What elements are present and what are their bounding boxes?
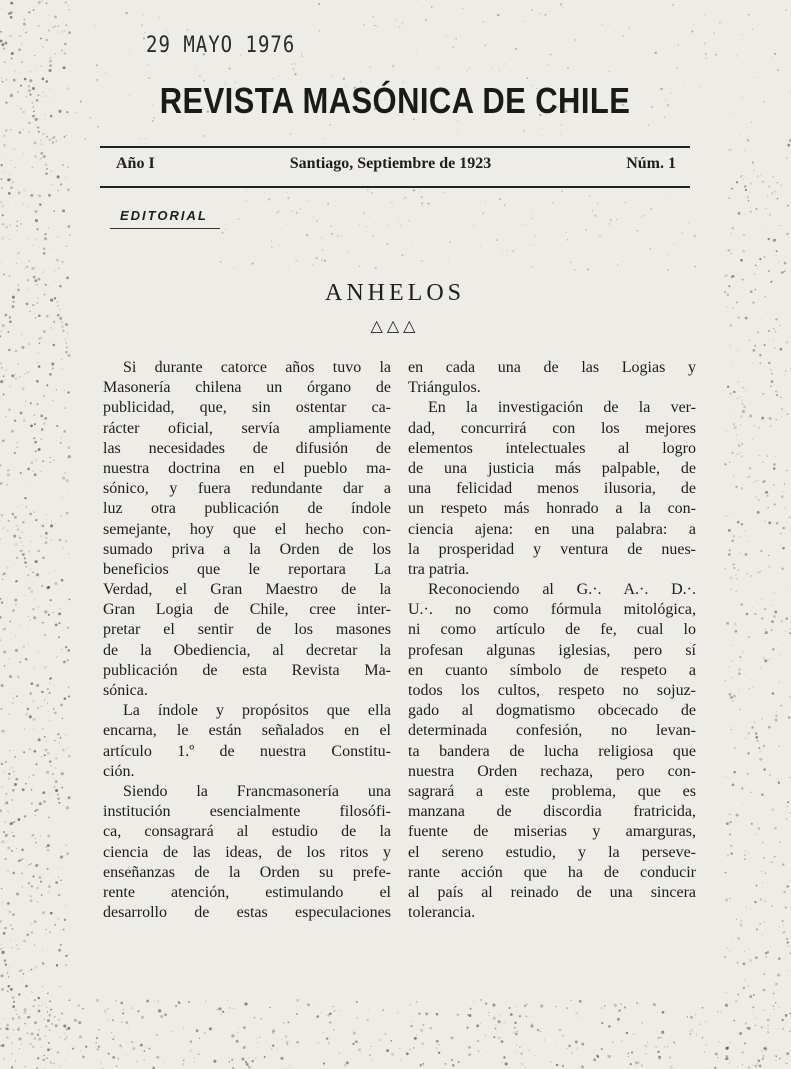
issue-number: Núm. 1 <box>626 155 676 172</box>
article-column-left <box>103 358 391 923</box>
text-line: gado al dogmatismo obcecado de <box>408 702 696 720</box>
text-line: Reconociendo al G.·. A.·. D.·. <box>428 581 696 599</box>
text-line: tolerancia. <box>408 904 476 922</box>
text-line: un respeto más honrado a la con- <box>408 500 696 518</box>
text-line: ciencia ajena: en una palabra: a <box>408 520 696 538</box>
text-line: una felicidad menos ilusoria, de <box>408 480 696 498</box>
text-line: profesan algunas iglesias, pero sí <box>408 641 696 659</box>
text-line: elementos intelectuales al logro <box>408 439 696 457</box>
text-line: rante acción que ha de conducir <box>408 863 696 881</box>
text-line: En la investigación de la ver- <box>428 399 696 417</box>
text-line: publicidad, que, sin ostentar ca- <box>103 399 391 417</box>
text-line: rácter oficial, servía ampliamente <box>103 419 391 437</box>
text-line: nuestra Orden rechaza, pero con- <box>408 762 696 780</box>
text-line: pretar el sentir de los masones <box>103 621 391 639</box>
text-line: Triángulos. <box>408 379 481 397</box>
text-line: sónico, y fuera redundante dar a <box>103 480 391 498</box>
text-line: tra patria. <box>408 560 470 578</box>
text-line: fuente de miserias y amarguras, <box>408 823 696 841</box>
text-line: sumado priva a la Orden de los <box>103 540 391 558</box>
article-column-right <box>408 358 696 923</box>
text-line: determinada confesión, no levan- <box>408 722 696 740</box>
text-line: sónica. <box>103 682 148 699</box>
text-line: el sereno estudio, y la perseve- <box>408 843 696 861</box>
text-line: la prosperidad y ventura de nues- <box>408 540 696 558</box>
masthead-top-rule <box>100 146 690 148</box>
text-line: todos los cultos, respeto no sojuz- <box>408 682 696 699</box>
text-line: Siendo la Francmasonería una <box>123 782 391 800</box>
text-line: en cuanto símbolo de respeto a <box>408 661 696 679</box>
text-line: ción. <box>103 762 135 780</box>
text-line: U.·. no como fórmula mitológica, <box>408 601 696 619</box>
section-underline <box>110 228 220 229</box>
text-line: manzana de discordia fratricida, <box>408 803 696 821</box>
text-line: sagrará a este problema, que es <box>408 782 696 800</box>
date-stamp: 29 MAYO 1976 <box>146 32 296 58</box>
text-line: artículo 1.º de nuestra Constitu- <box>103 742 391 760</box>
text-line: Verdad, el Gran Maestro de la <box>103 581 391 599</box>
text-line: dad, concurrirá con los mejores <box>408 419 696 437</box>
masthead-bottom-rule <box>100 186 690 188</box>
text-line: ta bandera de lucha religiosa que <box>408 742 696 760</box>
text-line: de la Obediencia, al decretar la <box>103 641 391 659</box>
text-line: luz otra publicación de índole <box>103 500 391 518</box>
text-line: ca, consagrará al estudio de la <box>103 823 391 841</box>
text-line: desarrollo de estas especulaciones <box>103 904 391 922</box>
issue-year: Año I <box>116 155 155 172</box>
text-line: Gran Logia de Chile, cree inter- <box>103 601 391 619</box>
text-line: La índole y propósitos que ella <box>123 702 391 720</box>
text-line: las necesidades de difusión de <box>103 439 391 457</box>
text-line: nuestra doctrina en el pueblo ma- <box>103 459 391 477</box>
text-line: Masonería chilena un órgano de <box>103 379 391 397</box>
triangles-ornament: △△△ <box>370 316 420 335</box>
text-line: enseñanzas de la Orden su prefe- <box>103 863 391 881</box>
text-line: en cada una de las Logias y <box>408 359 696 376</box>
text-line: al país al reinado de una sincera <box>408 883 696 901</box>
text-line: ciencia de las ideas, de los ritos y <box>103 843 391 861</box>
issue-info-line <box>116 155 676 173</box>
section-label: EDITORIAL <box>120 208 208 223</box>
text-line: ni como artículo de fe, cual lo <box>408 621 696 639</box>
masthead-title: REVISTA MASÓNICA DE CHILE <box>159 80 631 121</box>
text-line: rente atención, estimulando el <box>103 883 391 901</box>
article-title: ANHELOS <box>325 280 465 306</box>
issue-place-date: Santiago, Septiembre de 1923 <box>289 155 492 172</box>
text-line: institución esencialmente filosófi- <box>103 803 391 821</box>
text-line: beneficios que le reportara La <box>103 560 391 578</box>
text-line: de una justicia más palpable, de <box>408 459 696 477</box>
text-line: Si durante catorce años tuvo la <box>123 359 391 376</box>
text-line: publicación de esta Revista Ma- <box>103 661 391 679</box>
text-line: encarna, le están señalados en el <box>103 722 391 740</box>
text-line: semejante, hoy que el hecho con- <box>103 520 391 538</box>
